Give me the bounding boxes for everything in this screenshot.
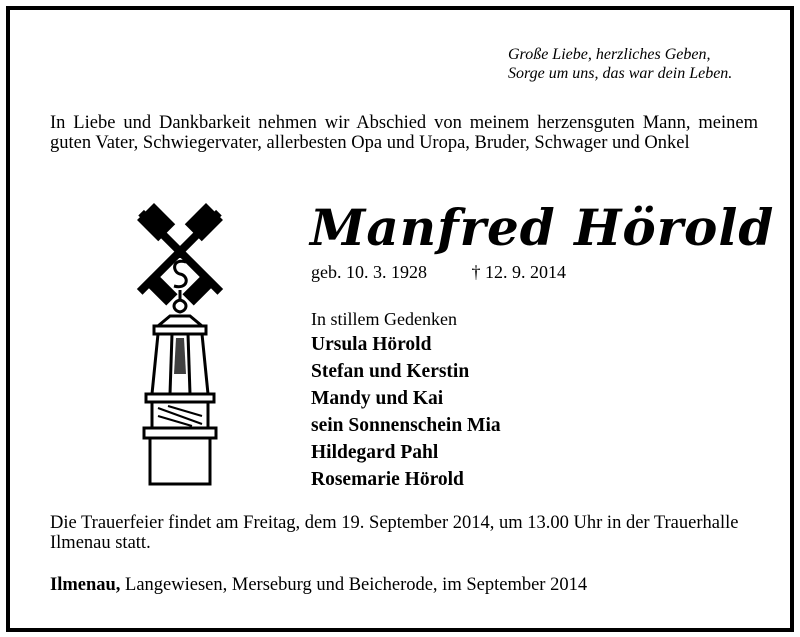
mourner-item: Stefan und Kerstin: [311, 361, 470, 382]
obituary-card: [6, 6, 794, 632]
motto-line-1: Große Liebe, herzliches Geben,: [508, 46, 711, 63]
life-dates: [311, 262, 566, 283]
main-city: Ilmenau,: [50, 575, 121, 595]
motto-verse: [508, 45, 768, 83]
mourners-list: [311, 331, 501, 493]
service-info: Die Trauerfeier findet am Freitag, dem 19. September 2014, um 13.00 Uhr in der Trauerhalle Ilmenau statt.: [50, 513, 739, 553]
mourner-item: Mandy und Kai: [311, 388, 444, 409]
miners-hammer-lamp-icon: [132, 198, 228, 488]
birth-date: geb. 10. 3. 1928: [311, 262, 427, 282]
motto-line-2: Sorge um uns, das war dein Leben.: [508, 65, 733, 82]
death-date: † 12. 9. 2014: [471, 262, 566, 282]
mourner-item: Hildegard Pahl: [311, 442, 439, 463]
place-rest: Langewiesen, Merseburg und Beicherode, im September 2014: [125, 575, 588, 595]
mourner-item: sein Sonnenschein Mia: [311, 415, 501, 436]
memory-label: In stillem Gedenken: [311, 309, 457, 329]
mourner-item: Ursula Hörold: [311, 334, 432, 355]
intro-text: In Liebe und Dankbarkeit nehmen wir Abschied von meinem herzensguten Mann, meinem guten Vater, Schwiegervater, allerbesten Opa und Uropa, Bruder, Schwager und Onkel: [50, 113, 758, 153]
deceased-name: Manfred Hörold: [310, 198, 775, 257]
place-date-line: [50, 575, 587, 596]
mourner-item: Rosemarie Hörold: [311, 469, 464, 490]
